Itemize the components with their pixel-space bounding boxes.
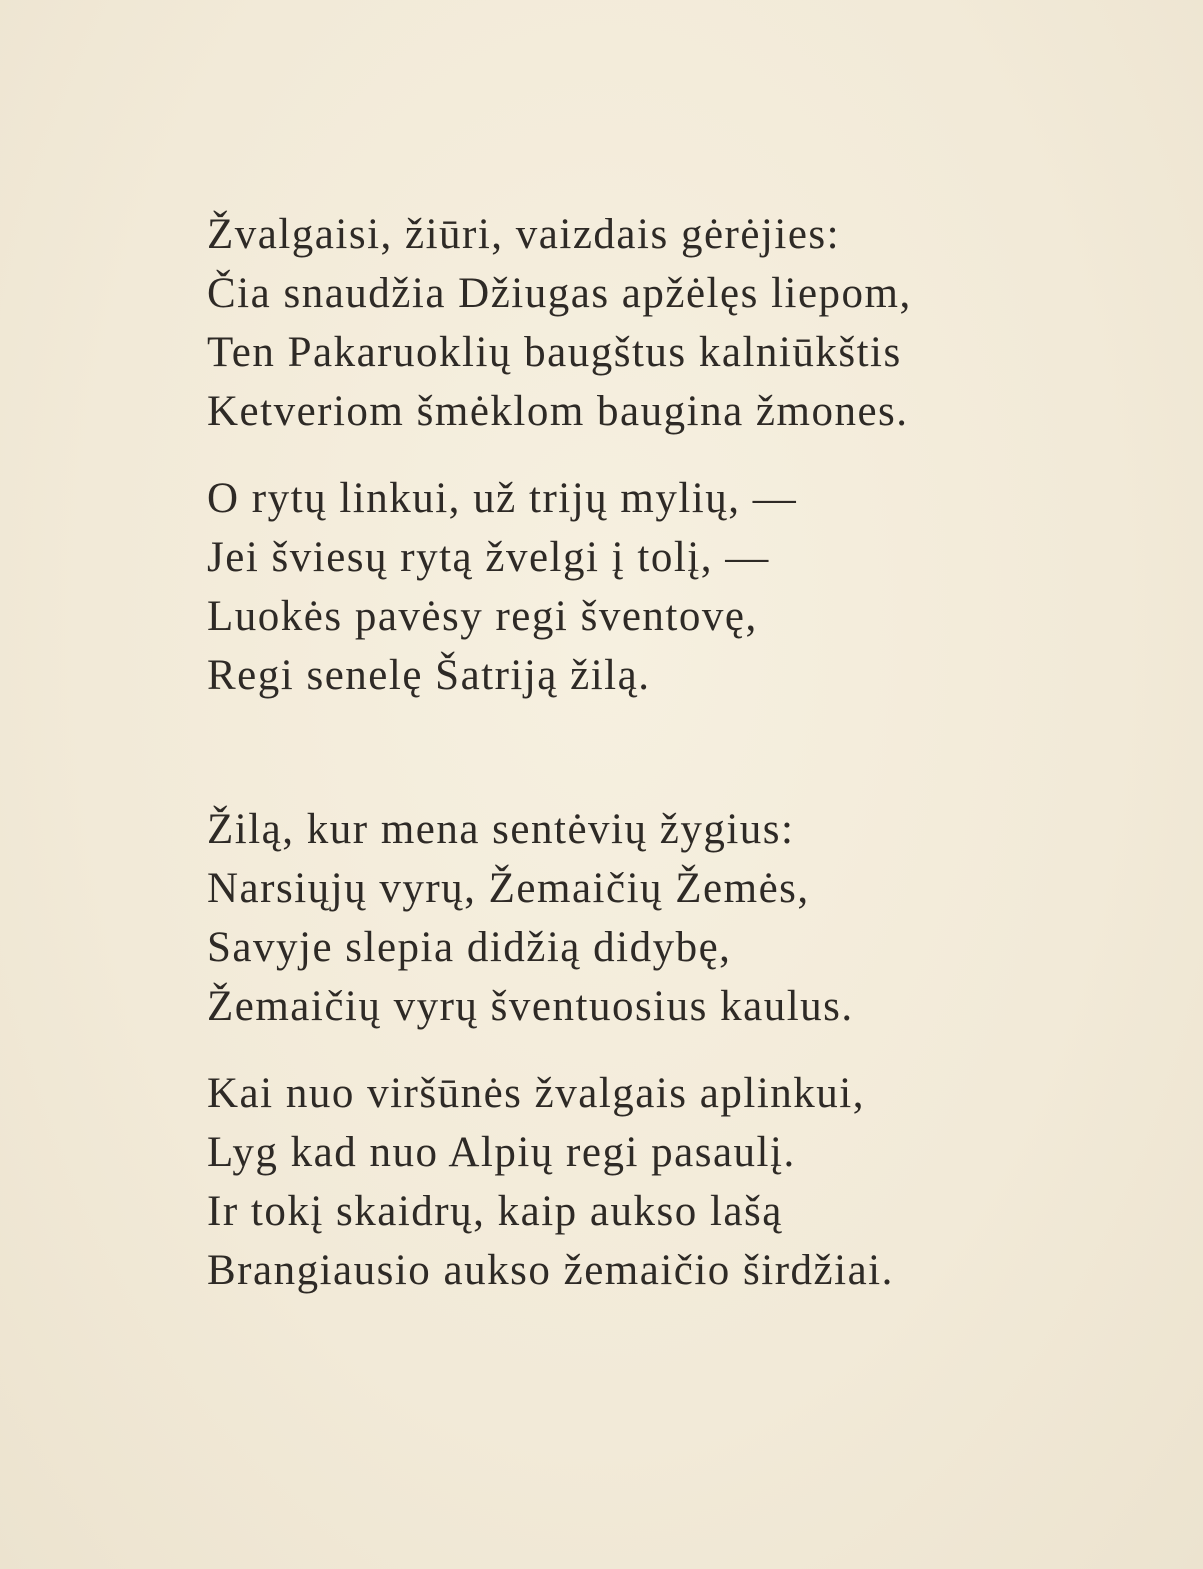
- poem-line: Ir tokį skaidrų, kaip aukso lašą: [207, 1188, 783, 1235]
- poem-line: Žvalgaisi, žiūri, vaizdais gėrėjies:: [207, 211, 841, 258]
- poem-line: Luokės pavėsy regi šventovę,: [207, 593, 758, 640]
- stanza-1: [207, 205, 1107, 441]
- poem-line: Regi senelę Šatriją žilą.: [207, 652, 651, 699]
- poem-line: Savyje slepia didžią didybę,: [207, 924, 732, 971]
- stanza-spacer: [207, 705, 1107, 800]
- poem-line: Žilą, kur mena sentėvių žygius:: [207, 806, 795, 853]
- poem: [207, 205, 1107, 1300]
- stanza-3: [207, 800, 1107, 1036]
- poem-line: Kai nuo viršūnės žvalgais aplinkui,: [207, 1070, 865, 1117]
- poem-line: Žemaičių vyrų šventuosius kaulus.: [207, 983, 854, 1030]
- poem-line: Brangiausio aukso žemaičio širdžiai.: [207, 1247, 894, 1294]
- poem-line: O rytų linkui, už trijų mylių, —: [207, 475, 798, 522]
- poem-line: Čia snaudžia Džiugas apžėlęs liepom,: [207, 270, 912, 317]
- poem-line: Narsiųjų vyrų, Žemaičių Žemės,: [207, 865, 810, 912]
- stanza-spacer: [207, 1036, 1107, 1064]
- poem-line: Ten Pakaruoklių baugštus kalniūkštis: [207, 329, 902, 376]
- poem-line: Lyg kad nuo Alpių regi pasaulį.: [207, 1129, 796, 1176]
- stanza-4: [207, 1064, 1107, 1300]
- poem-line: Jei šviesų rytą žvelgi į tolį, —: [207, 534, 770, 581]
- poem-line: Ketveriom šmėklom baugina žmones.: [207, 388, 909, 435]
- stanza-spacer: [207, 441, 1107, 469]
- stanza-2: [207, 469, 1107, 705]
